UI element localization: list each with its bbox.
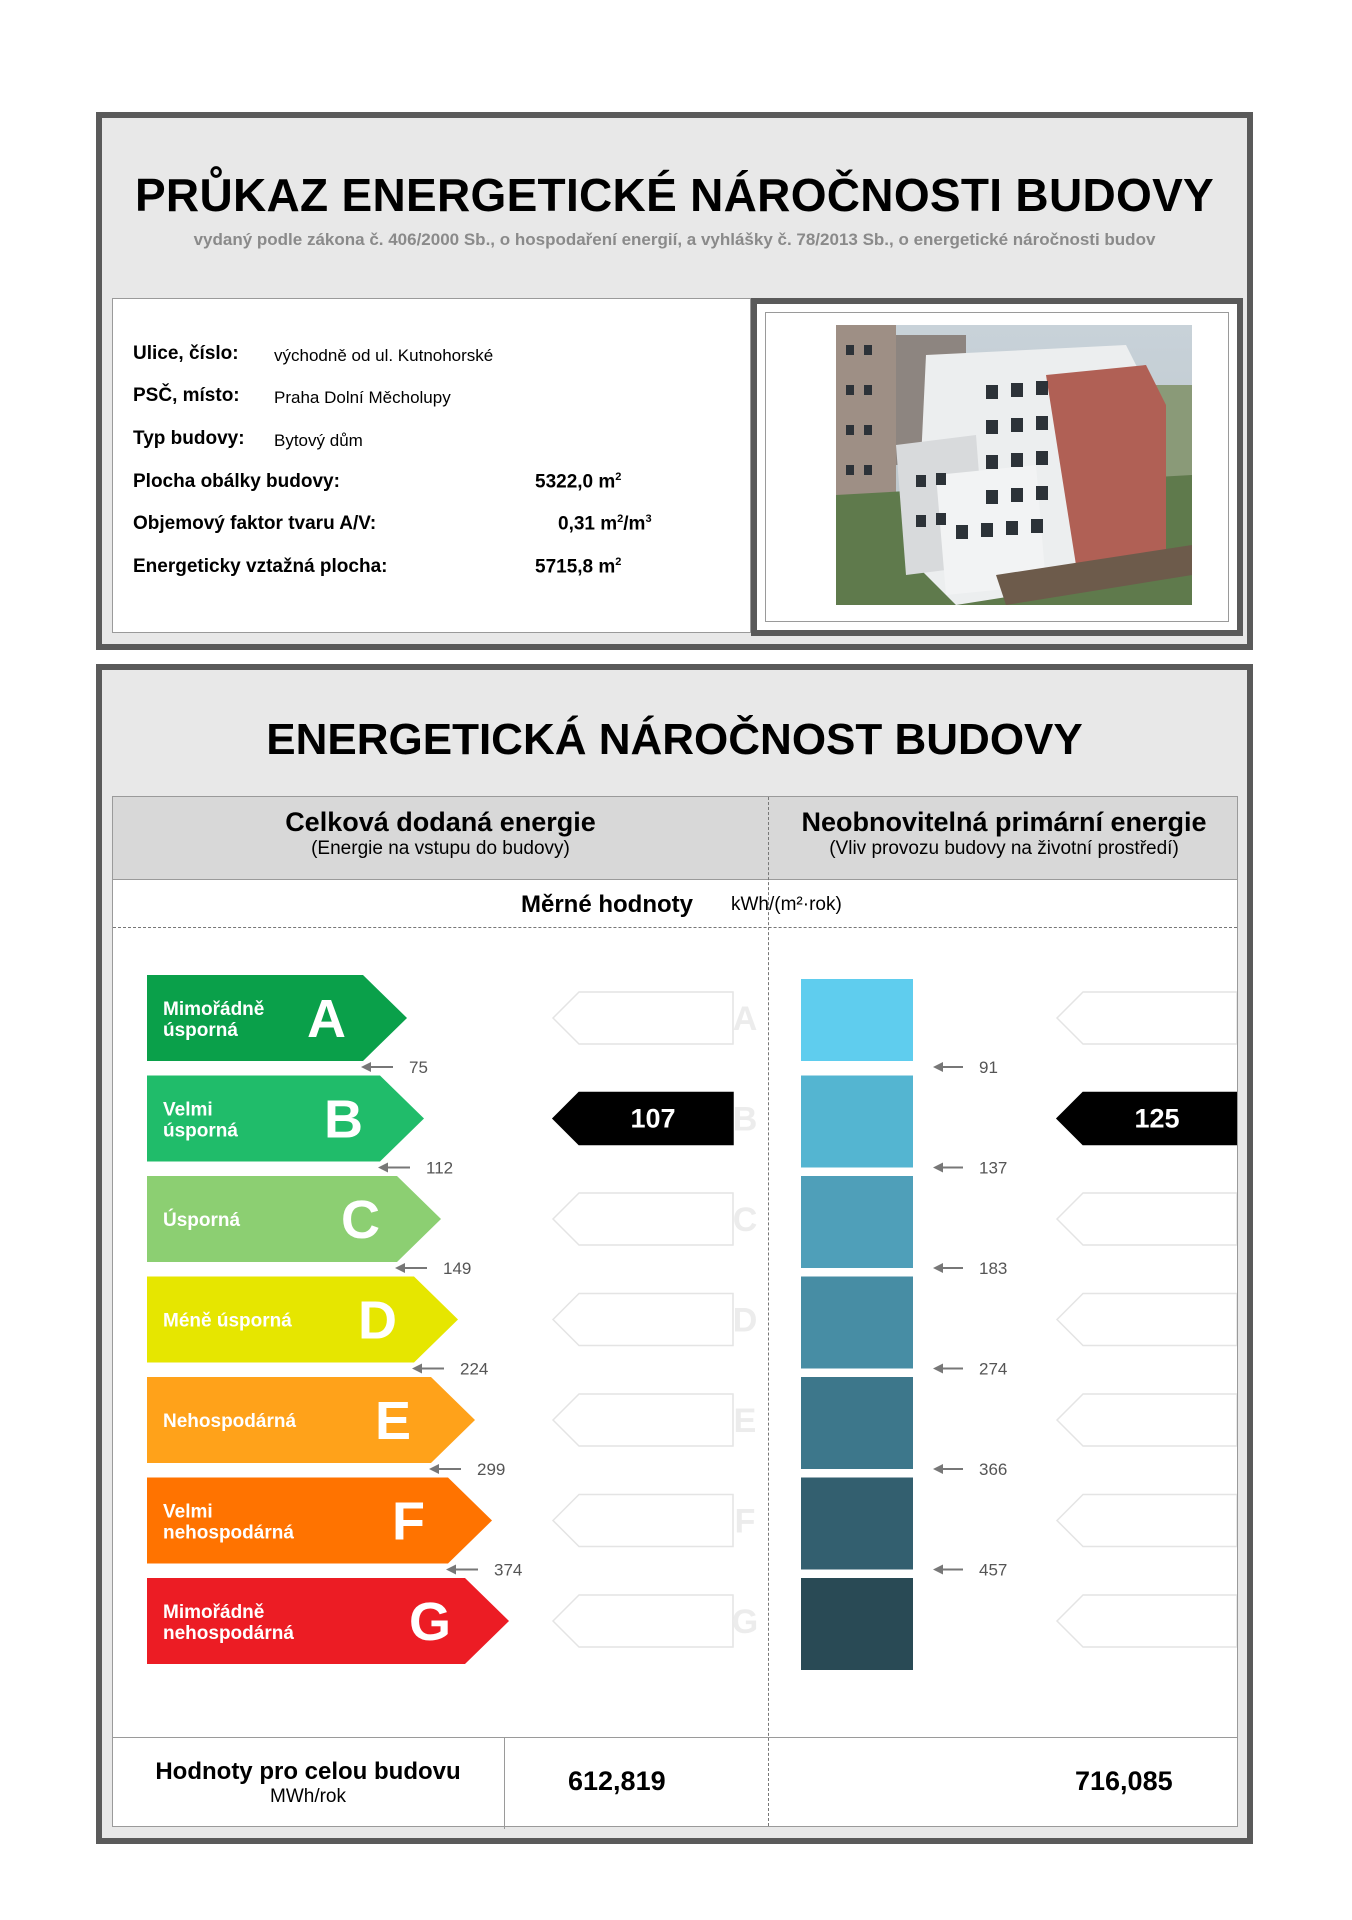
delivered-band-label-g: Mimořádně xyxy=(163,1602,265,1623)
delivered-band-label-f: Velmi xyxy=(163,1501,213,1523)
primary-threshold-2: 183 xyxy=(979,1259,1008,1278)
primary-placeholder-5 xyxy=(1057,1495,1237,1547)
primary-threshold-arrow-1 xyxy=(933,1163,943,1173)
delivered-threshold-arrow-4 xyxy=(429,1464,439,1474)
primary-bar-3 xyxy=(801,1277,913,1369)
building-info-panel xyxy=(96,112,1253,650)
energy-performance-panel xyxy=(96,664,1253,1844)
primary-threshold-0: 91 xyxy=(979,1058,998,1077)
delivered-threshold-arrow-1 xyxy=(378,1163,388,1173)
delivered-band-letter-d: D xyxy=(358,1290,397,1351)
primary-threshold-5: 457 xyxy=(979,1560,1008,1580)
city-label: PSČ, místo: xyxy=(133,385,240,406)
delivered-threshold-arrow-5 xyxy=(446,1565,456,1575)
delivered-band-label-b: Velmi xyxy=(163,1099,213,1121)
delivered-band-letter-c: C xyxy=(341,1190,380,1250)
section-title: ENERGETICKÁ NÁROČNOST BUDOVY xyxy=(266,715,1083,764)
total-label: Hodnoty pro celou budovu MWh/rok xyxy=(155,1758,461,1807)
total-delivered-value: 612,819 xyxy=(568,1766,666,1796)
delivered-ghost-letter-f: F xyxy=(734,1502,756,1541)
delivered-ghost-letter-b: B xyxy=(732,1100,758,1139)
primary-bar-6 xyxy=(801,1578,913,1670)
envelope-value: 5322,0 $m^2$ xyxy=(535,471,622,493)
delivered-threshold-2: 149 xyxy=(443,1259,472,1278)
delivered-band-label-e: Nehospodárná xyxy=(163,1411,297,1432)
delivered-threshold-1: 112 xyxy=(426,1158,454,1178)
delivered-band-letter-e: E xyxy=(375,1391,412,1451)
delivered-ghost-letter-g: G xyxy=(731,1603,759,1641)
primary-bar-0 xyxy=(801,979,913,1061)
primary-threshold-1: 137 xyxy=(979,1158,1008,1178)
city-value: Praha Dolní Měcholupy xyxy=(274,388,451,407)
unit-label: kWh/(m²·rok) xyxy=(731,894,842,915)
delivered-band-letter-b: B xyxy=(324,1089,363,1150)
delivered-placeholder-e xyxy=(553,1394,733,1446)
primary-placeholder-3 xyxy=(1057,1294,1237,1346)
primary-threshold-arrow-5 xyxy=(933,1565,943,1575)
delivered-value: 107 xyxy=(630,1103,676,1134)
delivered-threshold-5: 374 xyxy=(494,1560,523,1580)
delivered-ghost-letter-e: E xyxy=(733,1402,757,1440)
type-label: Typ budovy: xyxy=(133,428,245,449)
delivered-band-label-d: Méně úsporná xyxy=(163,1310,292,1332)
primary-placeholder-2 xyxy=(1057,1193,1237,1245)
shape-factor-label: Objemový faktor tvaru A/V: xyxy=(133,513,377,534)
delivered-ghost-letter-a: A xyxy=(732,1000,758,1038)
energy-table xyxy=(112,796,1238,1827)
delivered-placeholder-g xyxy=(553,1595,733,1647)
delivered-ghost-letter-c: C xyxy=(732,1201,758,1239)
delivered-band-letter-g: G xyxy=(409,1592,452,1652)
primary-placeholder-4 xyxy=(1057,1394,1237,1446)
delivered-placeholder-f xyxy=(553,1495,733,1547)
shape-factor-value: 0,31 $m^2/m^3$ xyxy=(558,513,652,535)
primary-value: 125 xyxy=(1134,1103,1180,1134)
building-rendering-image xyxy=(836,325,1192,605)
primary-threshold-arrow-3 xyxy=(933,1364,943,1374)
table-header xyxy=(113,797,1237,880)
reference-area-value: 5715,8 $m^2$ xyxy=(535,556,622,578)
delivered-energy-header: Celková dodaná energie (Energie na vstupu do budovy) xyxy=(285,807,596,859)
primary-bar-2 xyxy=(801,1176,913,1268)
delivered-placeholder-d xyxy=(553,1294,733,1346)
type-value: Bytový dům xyxy=(274,431,363,450)
delivered-band-sublabel-a: úsporná xyxy=(163,1020,238,1041)
delivered-threshold-3: 224 xyxy=(460,1359,489,1379)
delivered-band-letter-a: A xyxy=(307,989,346,1049)
total-values-row xyxy=(113,1737,1237,1829)
delivered-threshold-arrow-0 xyxy=(361,1062,371,1072)
specific-values-label: Měrné hodnoty xyxy=(521,891,693,918)
delivered-ghost-letter-d: D xyxy=(732,1301,758,1340)
delivered-band-label-c: Úsporná xyxy=(163,1210,241,1231)
total-primary-value: 716,085 xyxy=(1075,1766,1173,1796)
primary-bar-1 xyxy=(801,1076,913,1168)
primary-threshold-arrow-0 xyxy=(933,1062,943,1072)
delivered-band-letter-f: F xyxy=(392,1491,425,1552)
primary-bar-4 xyxy=(801,1377,913,1469)
street-value: východně od ul. Kutnohorské xyxy=(274,346,494,365)
delivered-band-sublabel-f: nehospodárná xyxy=(163,1522,294,1544)
specific-values-row xyxy=(113,879,1237,928)
primary-energy-header: Neobnovitelná primární energie (Vliv provozu budovy na životní prostředí) xyxy=(801,807,1207,859)
building-photo-frame xyxy=(751,298,1243,636)
primary-placeholder-0 xyxy=(1057,992,1237,1044)
primary-threshold-arrow-2 xyxy=(933,1263,943,1273)
primary-threshold-4: 366 xyxy=(979,1460,1008,1479)
primary-bar-5 xyxy=(801,1478,913,1570)
energy-scales xyxy=(113,929,1237,1729)
building-details xyxy=(112,298,751,633)
delivered-threshold-arrow-2 xyxy=(395,1263,405,1273)
envelope-label: Plocha obálky budovy: xyxy=(133,471,340,492)
reference-area-label: Energeticky vztažná plocha: xyxy=(133,556,388,577)
primary-threshold-3: 274 xyxy=(979,1359,1008,1379)
page-subtitle: vydaný podle zákona č. 406/2000 Sb., o hospodaření energií, a vyhlášky č. 78/2013 Sb., o energetické náročnosti budov xyxy=(193,230,1156,249)
delivered-band-label-a: Mimořádně xyxy=(163,999,265,1020)
delivered-band-sublabel-b: úsporná xyxy=(163,1120,238,1142)
primary-threshold-arrow-4 xyxy=(933,1464,943,1474)
primary-placeholder-6 xyxy=(1057,1595,1237,1647)
street-label: Ulice, číslo: xyxy=(133,343,239,364)
delivered-placeholder-c xyxy=(553,1193,733,1245)
delivered-placeholder-a xyxy=(553,992,733,1044)
delivered-threshold-0: 75 xyxy=(409,1058,428,1077)
delivered-band-sublabel-g: nehospodárná xyxy=(163,1623,294,1644)
delivered-threshold-arrow-3 xyxy=(412,1364,422,1374)
delivered-threshold-4: 299 xyxy=(477,1460,506,1479)
page-title: PRŮKAZ ENERGETICKÉ NÁROČNOSTI BUDOVY xyxy=(134,169,1215,221)
